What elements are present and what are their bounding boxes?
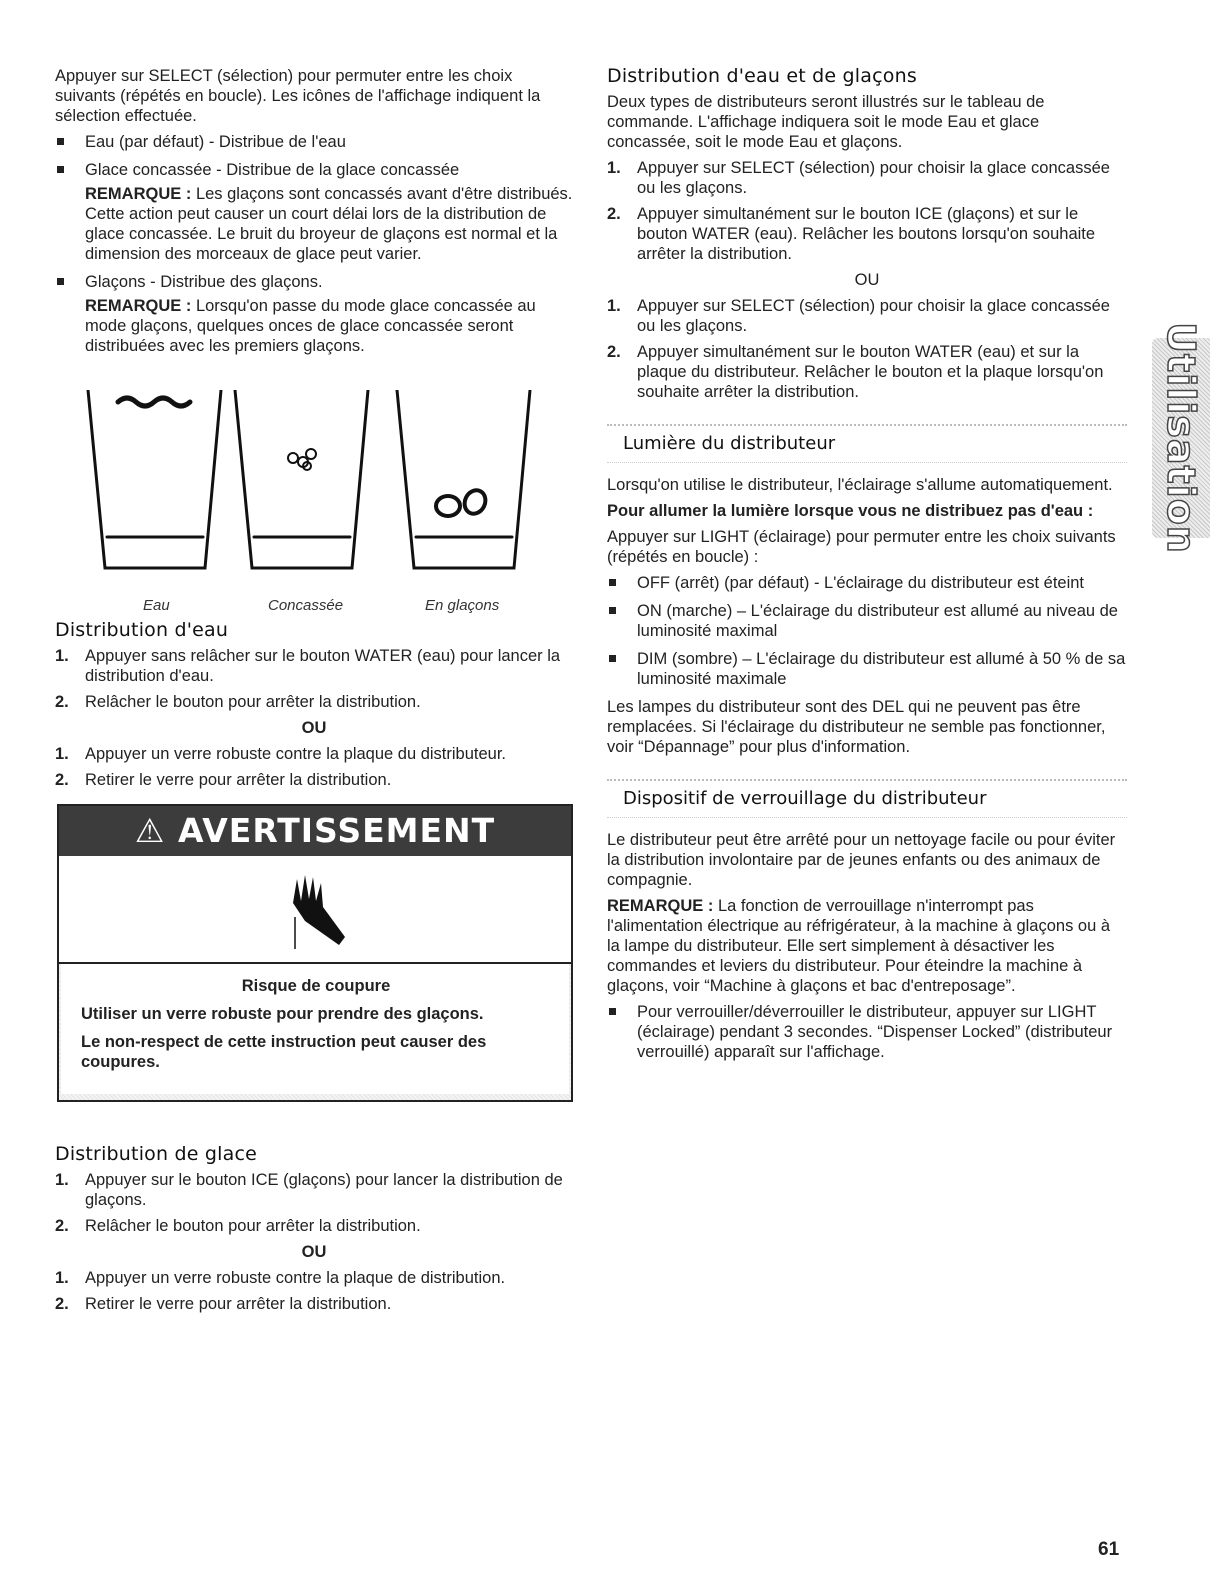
list-item: 1. Appuyer sur SELECT (sélection) pour choisir la glace concassée ou les glaçons.	[607, 297, 1110, 335]
mode-crushed: Glace concassée - Distribue de la glace concassée REMARQUE : Les glaçons sont concassés avant d'être distribués. Cette action peut causer un court délai lors de la distribution de glace concassée. Le bruit du broyeur de glaçons est normal et la dimension des morceaux de glace peut varier.	[55, 160, 573, 264]
list-item: 1. Appuyer sur le bouton ICE (glaçons) pour lancer la distribution de glaçons.	[55, 1171, 563, 1209]
lock-section-title: Dispositif de verrouillage du distributeur	[607, 779, 1127, 818]
light-led-note: Les lampes du distributeur sont des DEL qui ne peuvent pas être remplacées. Si l'éclairage du distributeur ne semble pas fonctionner, voir “Dépannage” pour plus d'information.	[607, 698, 1106, 756]
cubed-note: REMARQUE : Lorsqu'on passe du mode glace concassée au mode glaçons, quelques onces de glace concassée seront distribuées avec les premiers glaçons.	[85, 297, 536, 355]
warning-line-1: Utiliser un verre robuste pour prendre des glaçons.	[81, 1005, 484, 1023]
water-ou: OU	[301, 719, 327, 737]
right-column	[607, 66, 1127, 1070]
crushed-glass-icon	[235, 390, 368, 568]
list-item: 2. Appuyer simultanément sur le bouton ICE (glaçons) et sur le bouton WATER (eau). Relâcher les boutons lorsqu'on souhaite arrêter la distribution.	[607, 205, 1096, 263]
cut-hazard-icon	[59, 856, 571, 964]
caption-water: Eau	[143, 597, 170, 614]
list-item: 2. Retirer le verre pour arrêter la distribution.	[55, 771, 392, 789]
list-item: ON (marche) – L'éclairage du distributeur est allumé au niveau de luminosité maximal	[607, 601, 1127, 641]
water-ice-steps-a	[607, 158, 1127, 264]
water-steps-b	[55, 744, 573, 790]
water-steps-a	[55, 646, 573, 712]
list-item: 1. Appuyer sur SELECT (sélection) pour choisir la glace concassée ou les glaçons.	[607, 159, 1110, 197]
list-item: 2. Relâcher le bouton pour arrêter la distribution.	[55, 1217, 421, 1235]
light-intro: Lorsqu'on utilise le distributeur, l'éclairage s'allume automatiquement.	[607, 476, 1113, 494]
light-bold-instruction: Pour allumer la lumière lorsque vous ne distribuez pas d'eau :	[607, 502, 1094, 520]
page-number: 61	[1098, 1539, 1120, 1560]
ice-steps-a	[55, 1170, 573, 1236]
list-item: 1. Appuyer un verre robuste contre la plaque de distribution.	[55, 1269, 506, 1287]
lock-instructions	[607, 1002, 1127, 1062]
ice-section-title: Distribution de glace	[55, 1143, 257, 1165]
water-ice-steps-b	[607, 296, 1127, 402]
light-options	[607, 573, 1127, 689]
list-item: 2. Relâcher le bouton pour arrêter la distribution.	[55, 693, 421, 711]
mode-cubed: Glaçons - Distribue des glaçons. REMARQUE : Lorsqu'on passe du mode glace concassée au mode glaçons, quelques onces de glace concassée seront distribuées avec les premiers glaçons.	[55, 272, 573, 356]
light-toggle-text: Appuyer sur LIGHT (éclairage) pour permuter entre les choix suivants (répétés en boucle) :	[607, 528, 1116, 566]
list-item: 1. Appuyer sans relâcher sur le bouton WATER (eau) pour lancer la distribution d'eau.	[55, 647, 561, 685]
light-section-title: Lumière du distributeur	[607, 424, 1127, 463]
select-intro: Appuyer sur SELECT (sélection) pour permuter entre les choix suivants (répétés en boucle). Les icônes de l'affichage indiquent la sélection effectuée.	[55, 67, 541, 125]
list-item: Pour verrouiller/déverrouiller le distributeur, appuyer sur LIGHT (éclairage) pendant 3 secondes. “Dispenser Locked” (distributeur verrouillé) apparaît sur l'affichage.	[607, 1002, 1127, 1062]
list-item: OFF (arrêt) (par défaut) - L'éclairage du distributeur est éteint	[607, 573, 1127, 593]
glass-icons	[55, 390, 573, 590]
ice-ou: OU	[301, 1243, 327, 1261]
list-item: 1. Appuyer un verre robuste contre la plaque du distributeur.	[55, 745, 507, 763]
section-tab-label: Utilisation	[1159, 322, 1203, 554]
water-glass-icon	[88, 390, 221, 568]
mode-water: Eau (par défaut) - Distribue de l'eau	[55, 132, 573, 152]
warning-body	[61, 964, 569, 1094]
dispenser-mode-figure	[55, 390, 573, 620]
water-section-title: Distribution d'eau	[55, 619, 229, 641]
warning-triangle-icon: ⚠	[134, 811, 166, 850]
list-item: DIM (sombre) – L'éclairage du distributeur est allumé à 50 % de sa luminosité maximale	[607, 649, 1127, 689]
water-ice-ou: OU	[854, 271, 880, 289]
warning-box	[57, 804, 573, 1102]
left-column	[55, 66, 573, 1320]
lock-intro: Le distributeur peut être arrêté pour un nettoyage facile ou pour éviter la distribution involontaire par de jeunes enfants ou des animaux de compagnie.	[607, 831, 1116, 889]
hazard-label: Risque de coupure	[241, 977, 391, 995]
warning-title: ⚠ AVERTISSEMENT	[59, 806, 571, 856]
list-item: 2. Appuyer simultanément sur le bouton WATER (eau) et sur la plaque du distributeur. Relâcher le bouton et la plaque lorsqu'on souhaite arrêter la distribution.	[607, 343, 1104, 401]
caption-cubed: En glaçons	[425, 597, 500, 614]
crushed-note: REMARQUE : Les glaçons sont concassés avant d'être distribués. Cette action peut causer un court délai lors de la distribution de glace concassée. Le bruit du broyeur de glaçons est normal et la dimension des morceaux de glace peut varier.	[85, 185, 573, 263]
lock-note: REMARQUE : La fonction de verrouillage n'interrompt pas l'alimentation électrique au réfrigérateur, à la machine à glaçons ou à la lampe du distributeur. Elle sert simplement à désactiver les commandes et leviers du distributeur. Pour éteindre la machine à glaçons, voir “Machine à glaçons et bac d'entreposage”.	[607, 897, 1111, 995]
warning-line-2: Le non-respect de cette instruction peut causer des coupures.	[81, 1033, 487, 1071]
water-ice-section-title: Distribution d'eau et de glaçons	[607, 65, 917, 87]
cubed-glass-icon	[397, 390, 530, 568]
caption-crushed: Concassée	[268, 597, 344, 614]
water-ice-intro: Deux types de distributeurs seront illustrés sur le tableau de commande. L'affichage indiquera soit le mode Eau et glace concassée, soit le mode Eau et glaçons.	[607, 93, 1045, 151]
list-item: 2. Retirer le verre pour arrêter la distribution.	[55, 1295, 392, 1313]
mode-list	[55, 132, 573, 356]
ice-steps-b	[55, 1268, 573, 1314]
